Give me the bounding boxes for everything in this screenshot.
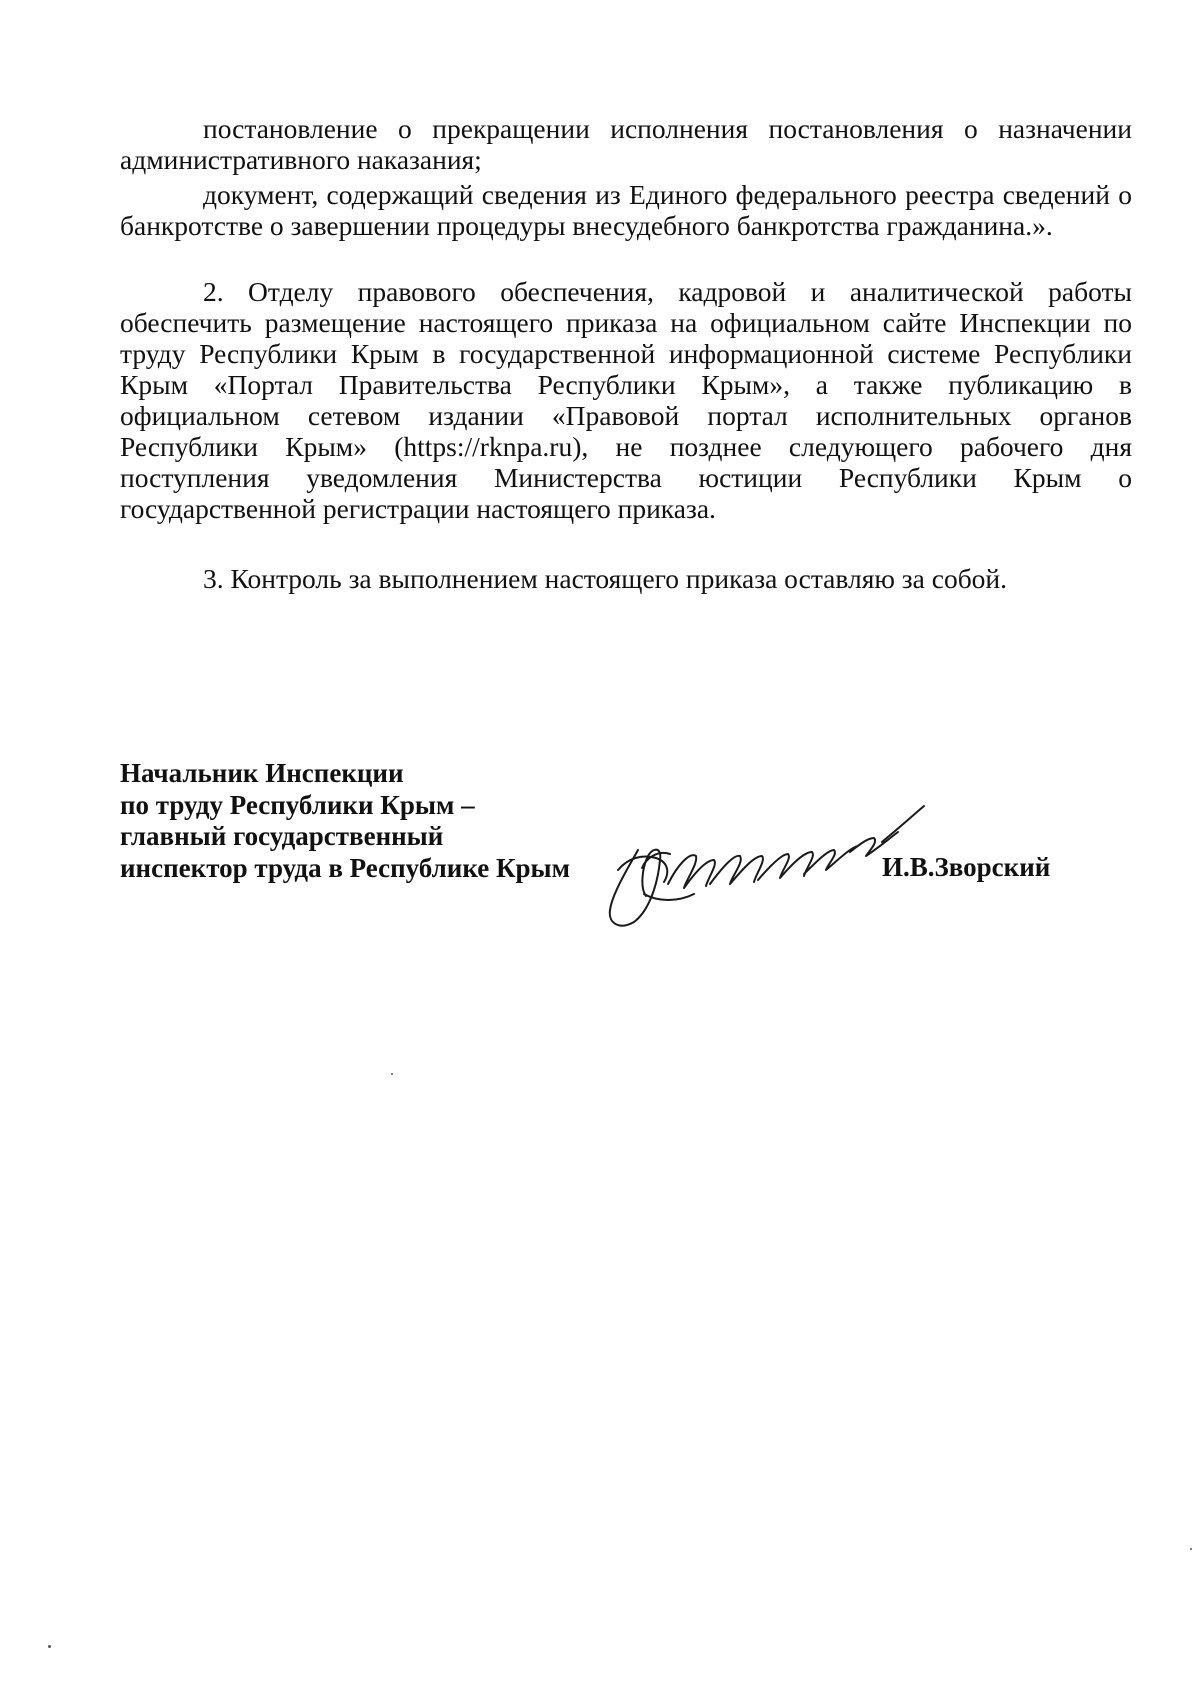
signatory-position-line: инспектор труда в Республике Крым [120, 852, 571, 883]
paragraph-termination-decision: постановление о прекращении исполнения постановления о назначении административного наказания; [120, 113, 1132, 175]
signatory-position-line: по труду Республики Крым – [120, 789, 475, 820]
scan-speck [391, 1073, 393, 1075]
signatory-position-line: Начальник Инспекции [120, 758, 404, 788]
scan-speck [1190, 1548, 1192, 1550]
paragraph-control-clause: 3. Контроль за выполнением настоящего приказа оставляю за собой. [203, 563, 1008, 594]
signatory-position [120, 758, 570, 884]
signatory-position-line: главный государственный [120, 821, 444, 851]
paragraph-publication-order: 2. Отделу правового обеспечения, кадровой и аналитической работы обеспечить размещение настоящего приказа на официальном сайте Инспекции по труду Республики Крым в государственной информационной системе Республики Крым «Портал Правительства Республики Крым», а также публикацию в официальном сетевом издании «Правовой портал исполнительных органов Республики Крым» (https://rknpa.ru), не позднее следующего рабочего дня поступления уведомления Министерства юстиции Республики Крым о государственной регистрации настоящего приказа. [120, 276, 1132, 524]
signer-name: И.В.Зворский [882, 852, 1051, 882]
scan-speck [48, 1645, 51, 1648]
paragraph-bankruptcy-document: документ, содержащий сведения из Единого федерального реестра сведений о банкротстве о завершении процедуры внесудебного банкротства гражданина.». [120, 179, 1132, 241]
